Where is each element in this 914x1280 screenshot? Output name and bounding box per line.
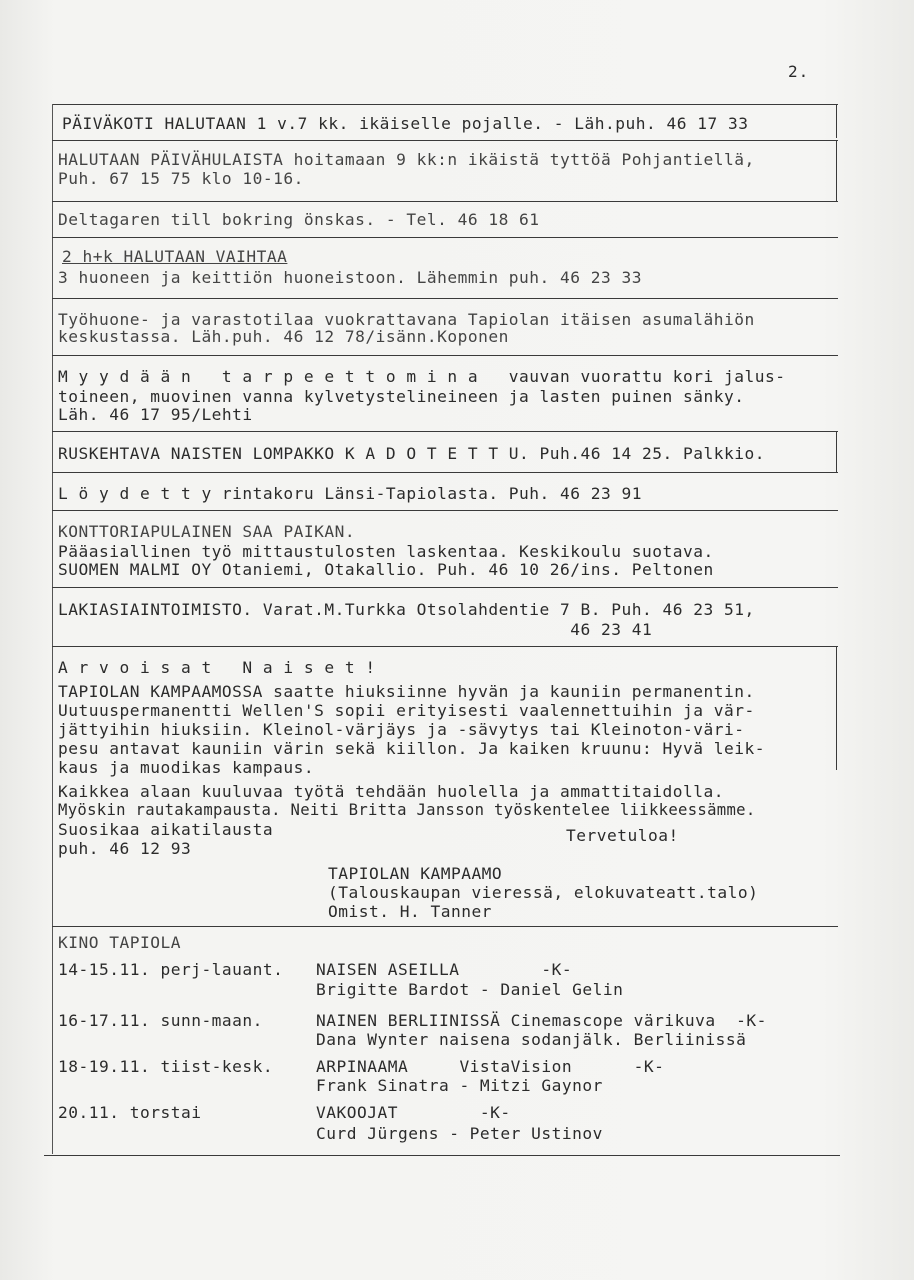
rule <box>52 201 838 202</box>
rule <box>52 587 838 588</box>
kino-show-cast: Dana Wynter naisena sodanjälk. Berliinissä <box>316 1030 747 1049</box>
ad-law-office: LAKIASIAINTOIMISTO. Varat.M.Turkka Otsolahdentie 7 B. Puh. 46 23 51, <box>58 600 755 619</box>
kampaamo-line-7: Myöskin rautakampausta. Neiti Britta Jansson työskentelee liikkeessämme. <box>58 801 756 819</box>
rule <box>52 431 838 432</box>
kino-show-cast: Brigitte Bardot - Daniel Gelin <box>316 980 624 999</box>
rule <box>52 104 53 1154</box>
rule <box>52 140 838 141</box>
rule <box>52 355 838 356</box>
rule <box>836 140 837 202</box>
rule <box>52 472 838 473</box>
kampaamo-line-5: kaus ja muodikas kampaus. <box>58 758 315 777</box>
kampaamo-welcome: Tervetuloa! <box>566 826 679 845</box>
kampaamo-line-6: Kaikkea alaan kuuluvaa työtä tehdään huolella ja ammattitaidolla. <box>58 782 724 801</box>
kampaamo-heading: A r v o i s a t N a i s e t ! <box>58 658 376 677</box>
rule <box>44 1155 840 1156</box>
rule <box>52 104 838 105</box>
kino-show-date: 20.11. torstai <box>58 1103 202 1122</box>
ad-bookring: Deltagaren till bokring önskas. - Tel. 46 18 61 <box>58 210 540 229</box>
kino-show-film: VAKOOJAT -K- <box>316 1103 511 1122</box>
rule <box>52 510 838 511</box>
kino-show-film: NAISEN ASEILLA -K- <box>316 960 573 979</box>
ad-job-company: SUOMEN MALMI OY Otaniemi, Otakallio. Puh. 46 10 26/ins. Peltonen <box>58 560 714 579</box>
ad-law-office-phone2: 46 23 41 <box>58 620 653 639</box>
ad-found-brooch: L ö y d e t t y rintakoru Länsi-Tapiolasta. Puh. 46 23 91 <box>58 484 643 503</box>
kampaamo-address: (Talouskaupan vieressä, elokuvateatt.talo) <box>328 883 759 902</box>
kampaamo-phone: puh. 46 12 93 <box>58 839 192 858</box>
kampaamo-name: TAPIOLAN KAMPAAMO <box>328 864 503 883</box>
kino-title: KINO TAPIOLA <box>58 933 181 952</box>
rule <box>52 298 838 299</box>
rule <box>52 926 838 927</box>
kino-show-cast: Frank Sinatra - Mitzi Gaynor <box>316 1076 603 1095</box>
ad-job-desc: Pääasiallinen työ mittaustulosten laskentaa. Keskikoulu suotava. <box>58 542 714 561</box>
kino-show-cast: Curd Jürgens - Peter Ustinov <box>316 1124 603 1143</box>
kampaamo-order-label: Suosikaa aikatilausta <box>58 820 274 839</box>
ad-lost-wallet: RUSKEHTAVA NAISTEN LOMPAKKO K A D O T E T T U. Puh.46 14 25. Palkkio. <box>58 444 765 463</box>
ad-daycare: PÄIVÄKOTI HALUTAAN 1 v.7 kk. ikäiselle pojalle. - Läh.puh. 46 17 33 <box>62 114 749 133</box>
ad-workspace-contact: keskustassa. Läh.puh. 46 12 78/isänn.Koponen <box>58 327 509 346</box>
ad-childcare: HALUTAAN PÄIVÄHULAISTA hoitamaan 9 kk:n ikäistä tyttöä Pohjantiellä, <box>58 150 755 169</box>
rule <box>836 104 837 138</box>
kampaamo-line-4: pesu antavat kauniin värin sekä kiillon. Ja kaiken kruunu: Hyvä leik- <box>58 739 765 758</box>
ad-childcare-phone: Puh. 67 15 75 klo 10-16. <box>58 169 304 188</box>
kampaamo-line-1: TAPIOLAN KAMPAAMOSSA saatte hiuksiinne hyvän ja kauniin permanentin. <box>58 682 755 701</box>
ad-apartment-exchange: 3 huoneen ja keittiön huoneistoon. Lähemmin puh. 46 23 33 <box>58 268 643 287</box>
ad-for-sale-line2: toineen, muovinen vanna kylvetystelineineen ja lasten puinen sänky. <box>58 387 745 406</box>
ad-for-sale-line3: Läh. 46 17 95/Lehti <box>58 405 253 424</box>
rule <box>52 646 838 647</box>
kino-show-date: 18-19.11. tiist-kesk. <box>58 1057 274 1076</box>
ad-workspace: Työhuone- ja varastotilaa vuokrattavana Tapiolan itäisen asumalähiön <box>58 310 755 329</box>
kino-show-date: 14-15.11. perj-lauant. <box>58 960 284 979</box>
page-number: 2. <box>788 62 810 81</box>
rule <box>836 646 837 770</box>
kampaamo-line-2: Uutuuspermanentti Wellen'S sopii erityisesti vaalennettuihin ja vär- <box>58 701 755 720</box>
ad-apartment-exchange-title: 2 h+k HALUTAAN VAIHTAA <box>62 247 288 266</box>
kampaamo-owner: Omist. H. Tanner <box>328 902 492 921</box>
ad-for-sale: M y y d ä ä n t a r p e e t t o m i n a vauvan vuorattu kori jalus- <box>58 367 786 386</box>
kino-show-film: ARPINAAMA VistaVision -K- <box>316 1057 665 1076</box>
ad-job-title: KONTTORIAPULAINEN SAA PAIKAN. <box>58 522 356 541</box>
kino-show-film: NAINEN BERLIINISSÄ Cinemascope värikuva -K- <box>316 1011 767 1030</box>
rule <box>836 431 837 473</box>
kampaamo-line-3: jättyihin hiuksiin. Kleinol-värjäys ja -sävytys tai Kleinoton-väri- <box>58 720 745 739</box>
rule <box>52 237 838 238</box>
kino-show-date: 16-17.11. sunn-maan. <box>58 1011 263 1030</box>
